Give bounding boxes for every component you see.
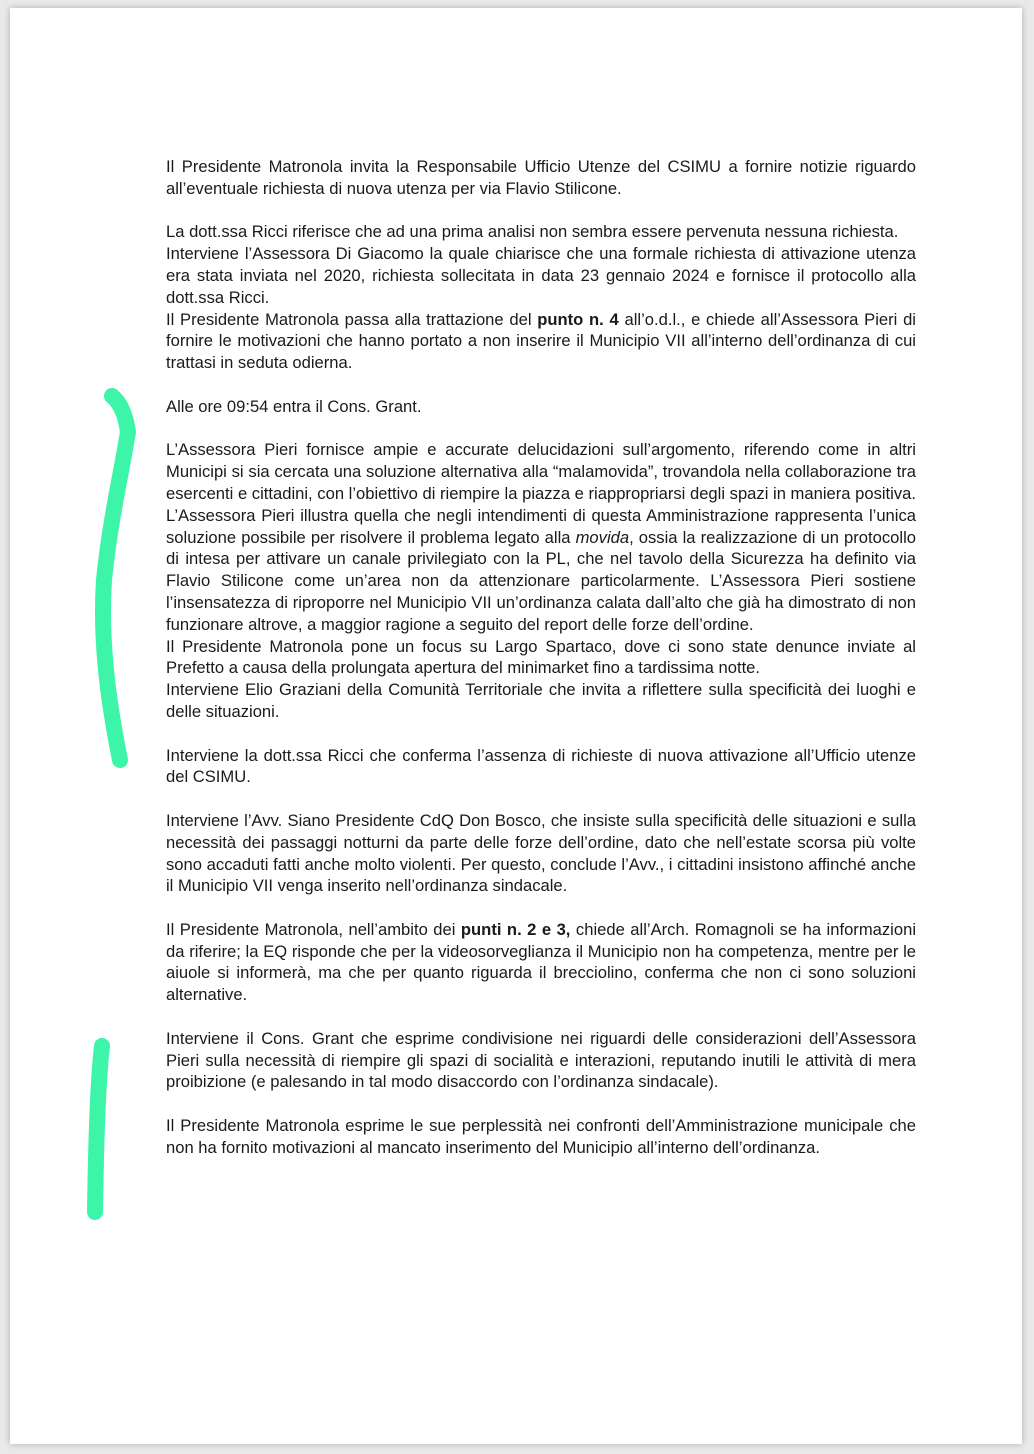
text-segment: Interviene la dott.ssa Ricci che conferma l’assenza di richieste di nuova attivazione all’Ufficio utenze del CSIMU. xyxy=(166,745,916,787)
italic-text: movida xyxy=(575,527,630,547)
text-segment: Il Presidente Matronola passa alla trattazione del xyxy=(166,309,538,329)
paragraph-p9 xyxy=(166,745,916,789)
document-page xyxy=(10,8,1022,1444)
text-segment: chiede all’Arch. Romagnoli se ha informazioni da riferire; la EQ risponde che per la videosorveglianza il Municipio non ha competenza, mentre per le aiuole si informerà, ma che per quanto riguarda il brecciolino, conferma che non ci sono soluzioni alternative. xyxy=(166,919,917,1005)
text-segment: Interviene Elio Graziani della Comunità Territoriale che invita a riflettere sulla specificità dei luoghi e delle situazioni. xyxy=(166,680,916,721)
paragraph-p13 xyxy=(166,1115,916,1159)
paragraph-p10 xyxy=(166,810,916,897)
text-segment: La dott.ssa Ricci riferisce che ad una prima analisi non sembra essere pervenuta nessuna richiesta. xyxy=(166,222,899,242)
paragraph-p3 xyxy=(166,243,916,308)
document-body xyxy=(166,156,916,1159)
bold-text: punto n. 4 xyxy=(537,309,619,329)
paragraph-p8 xyxy=(166,679,916,723)
text-segment: , ossia la realizzazione di un protocollo di intesa per attivare un canale privilegiato con la PL, che nel tavolo della Sicurezza ha definito via Flavio Stilicone come un’area non da attenzionare particolarmente. L’Assessora Pieri sostiene l’insensatezza di riproporre nel Municipio VII un’ordinanza calata dall’alto che già ha dimostrato di non funzionare altrove, a maggior ragione a seguito del report delle forze dell’ordine. xyxy=(166,527,916,634)
text-segment: Il Presidente Matronola pone un focus su Largo Spartaco, dove ci sono state denunce inviate al Prefetto a causa della prolungata apertura del minimarket fino a tardissima notte. xyxy=(166,636,916,678)
text-segment: Interviene l’Assessora Di Giacomo la quale chiarisce che una formale richiesta di attivazione utenza era stata inviata nel 2020, richiesta sollecitata in data 23 gennaio 2024 e fornisce il protocollo alla dott.ssa Ricci. xyxy=(166,244,916,307)
paragraph-spacer xyxy=(166,1093,916,1115)
paragraph-spacer xyxy=(166,1006,916,1028)
paragraph-spacer xyxy=(166,374,916,396)
text-segment: Alle ore 09:54 entra il Cons. Grant. xyxy=(166,396,422,416)
text-segment: Il Presidente Matronola esprime le sue perplessità nei confronti dell’Amministrazione municipale che non ha fornito motivazioni al mancato inserimento del Municipio all’interno dell’ordinanza. xyxy=(166,1116,916,1157)
text-segment: Il Presidente Matronola invita la Responsabile Ufficio Utenze del CSIMU a fornire notizie riguardo all’eventuale richiesta di nuova utenza per via Flavio Stilicone. xyxy=(166,157,916,198)
paragraph-spacer xyxy=(166,788,916,810)
text-segment: L’Assessora Pieri fornisce ampie e accurate delucidazioni sull’argomento, riferendo come in altri Municipi si sia cercata una soluzione alternativa alla “malamovida”, trovandola nella collaborazione tra esercenti e cittadini, con l’obiettivo di riempire la piazza e riappropriarsi degli spazi in maniera positiva. L’Assessora Pieri illustra quella che negli intendimenti di questa Amministrazione rappresenta l’unica soluzione possibile per risolvere il problema legato alla xyxy=(166,440,916,547)
paragraph-spacer xyxy=(166,418,916,440)
paragraph-spacer xyxy=(166,723,916,745)
paragraph-p1 xyxy=(166,156,916,200)
text-segment: Il Presidente Matronola, nell’ambito dei xyxy=(166,919,461,939)
text-segment: Interviene l’Avv. Siano Presidente CdQ Don Bosco, che insiste sulla specificità delle situazioni e sulla necessità dei passaggi notturni da parte delle forze dell’ordine, dato che nell’estate scorsa più volte sono accaduti fatti anche molto violenti. Per questo, conclude l’Avv., i cittadini insistono affinché anche il Municipio VII venga inserito nell’ordinanza sindacale. xyxy=(166,810,916,896)
paragraph-p7 xyxy=(166,636,916,680)
paragraph-p6 xyxy=(166,439,916,635)
paragraph-p12 xyxy=(166,1028,916,1093)
paragraph-p4 xyxy=(166,309,916,374)
text-segment: all’o.d.l., e chiede all’Assessora Pieri di fornire le motivazioni che hanno portato a non inserire il Municipio VII all’interno dell’ordinanza di cui trattasi in seduta odierna. xyxy=(166,309,916,373)
paragraph-p5 xyxy=(166,396,916,418)
bold-text: punti n. 2 e 3, xyxy=(460,919,571,939)
paragraph-p2 xyxy=(166,221,916,243)
paragraph-spacer xyxy=(166,897,916,919)
text-segment: Interviene il Cons. Grant che esprime condivisione nei riguardi delle considerazioni dell’Assessora Pieri sulla necessità di riempire gli spazi di socialità e interazioni, reputando inutili le attività di mera proibizione (e palesando in tal modo disaccordo con l’ordinanza sindacale). xyxy=(166,1028,916,1092)
paragraph-p11 xyxy=(166,919,916,1006)
paragraph-spacer xyxy=(166,200,916,222)
